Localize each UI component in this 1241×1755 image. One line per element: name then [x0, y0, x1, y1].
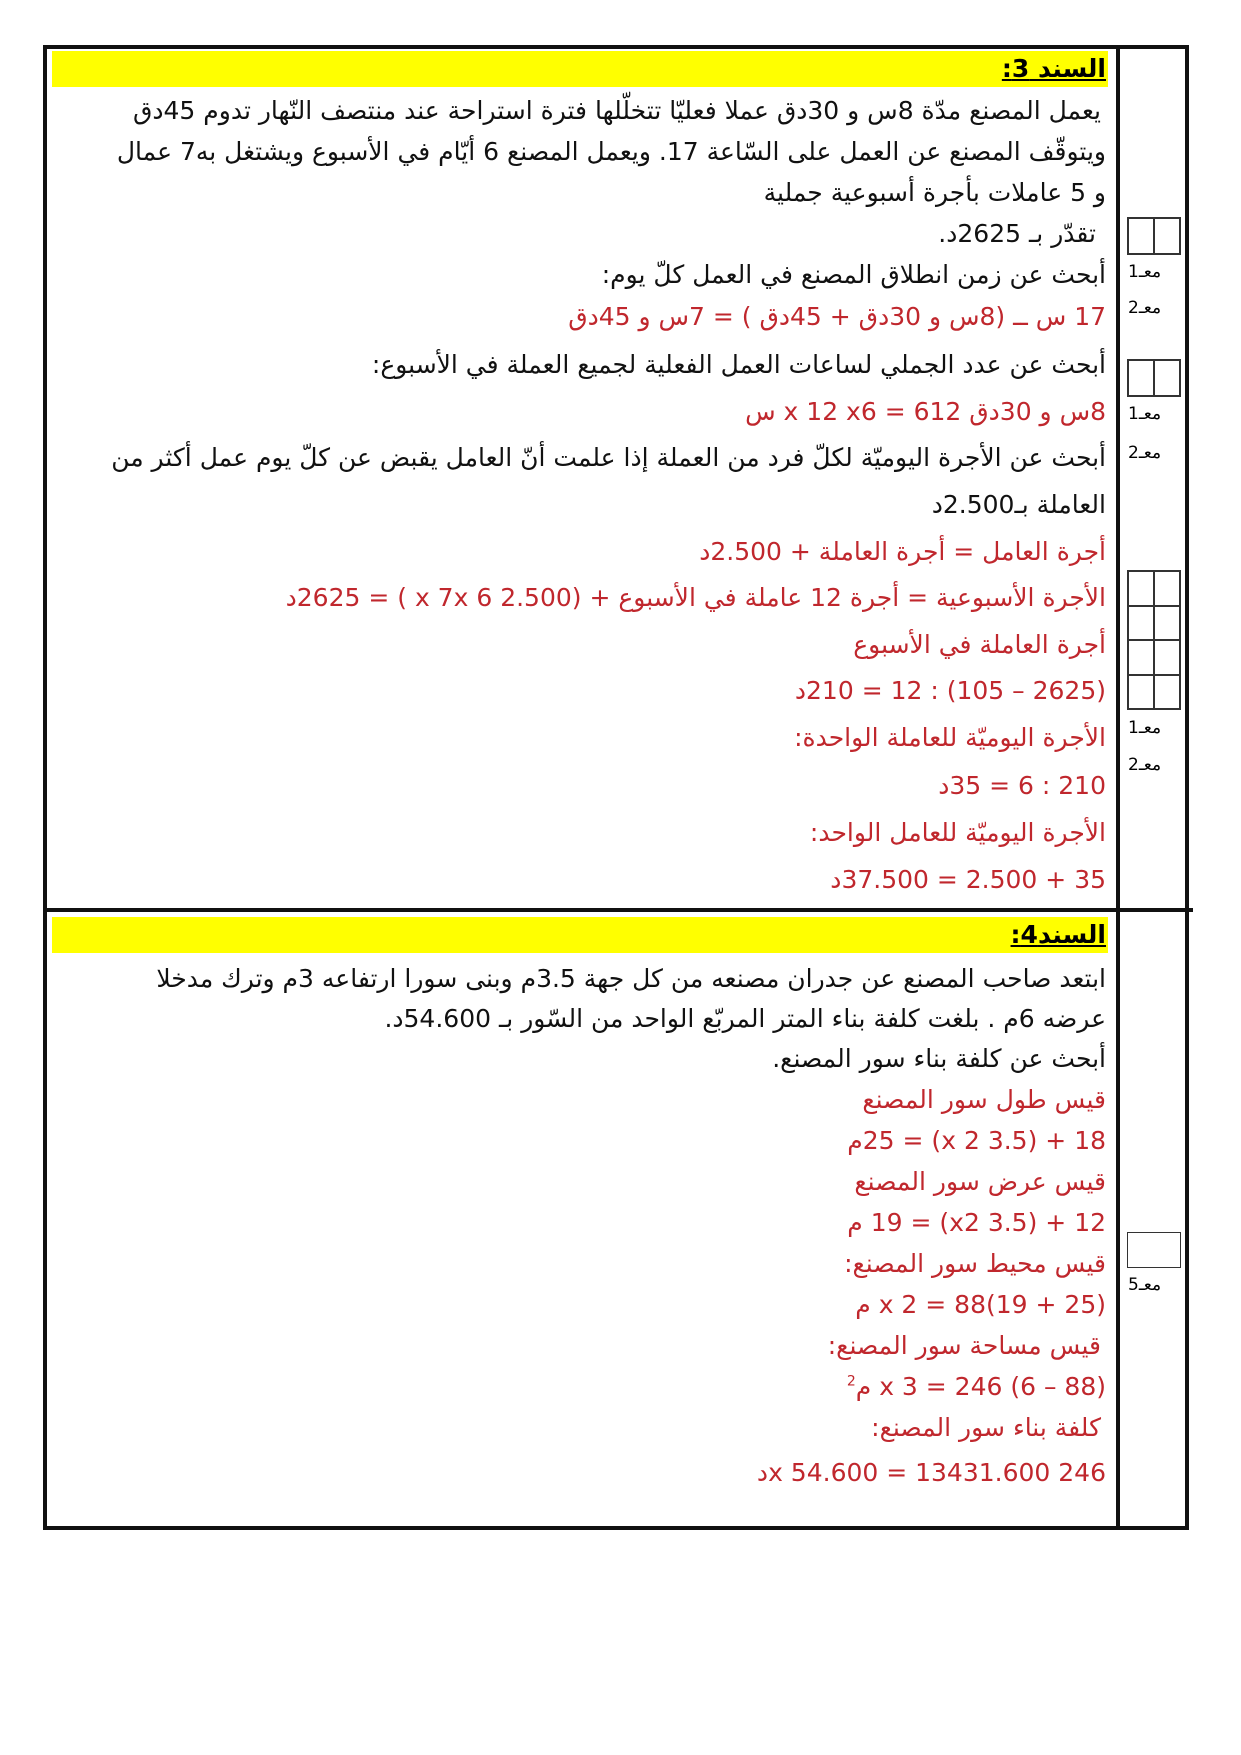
criteria-column-divider: [1116, 45, 1120, 1530]
answer-line: قيس عرض سور المصنع: [854, 1167, 1106, 1196]
section3-header-bar: [52, 51, 1108, 87]
section4-statement-line: ابتعد صاحب المصنع عن جدران مصنعه من كل جهة 3.5م وبنى سورا ارتفاعه 3م وترك مدخلا: [156, 964, 1106, 993]
area-equation: (88 – 6) x 3 = 246 م: [855, 1372, 1106, 1401]
answer-line: قيس طول سور المصنع: [862, 1085, 1106, 1114]
section4-title: السند4:: [1010, 920, 1106, 949]
section3-statement-line: يعمل المصنع مدّة 8س و 30دق عملا فعليّا تتخلّلها فترة استراحة عند منتصف النّهار تدوم 45دق: [132, 96, 1101, 125]
score-box: [1127, 1232, 1181, 1268]
answer-3-line: 35 + 2.500 = 37.500د: [830, 865, 1106, 894]
answer-3-line: أجرة العامل = أجرة العاملة + 2.500د: [699, 537, 1106, 566]
answer-3-line: الأجرة اليوميّة للعامل الواحد:: [809, 818, 1106, 847]
criterion-label: معـ2: [1128, 755, 1162, 775]
score-boxes: [1127, 359, 1181, 397]
criterion-label: معـ2: [1128, 443, 1162, 463]
answer-line: كلفة بناء سور المصنع:: [871, 1413, 1101, 1442]
area-exponent: 2: [846, 1373, 856, 1390]
section-divider: [43, 908, 1193, 912]
answer-3-line: الأجرة اليوميّة للعاملة الواحدة:: [794, 723, 1106, 752]
section4-header-bar: [52, 917, 1108, 953]
answer-line: [847, 1372, 1106, 1401]
answer-3-line: الأجرة الأسبوعية = أجرة 12 عاملة في الأسبوع + (2.500 x 7x 6 ) = 2625د: [285, 583, 1106, 612]
answer-1: 17 س ــ (8س و 30دق + 45دق ) = 7س و 45دق: [568, 302, 1106, 331]
answer-3-line: (2625 – 105) : 12 = 210د: [794, 676, 1106, 705]
section3-title: السند 3:: [1001, 54, 1106, 83]
answer-line: 12 + (3.5 x2) = 19 م: [847, 1208, 1106, 1237]
section4-question: أبحث عن كلفة بناء سور المصنع.: [772, 1044, 1106, 1073]
criterion-label: معـ1: [1128, 718, 1162, 738]
question-3-line: العاملة بـ2.500د: [931, 490, 1106, 519]
score-grid: [1127, 570, 1181, 710]
answer-line: 18 + (3.5 x 2) = 25م: [847, 1126, 1106, 1155]
answer-line: قيس مساحة سور المصنع:: [827, 1331, 1101, 1360]
answer-line: (25 + 19)x 2 = 88 م: [855, 1290, 1106, 1319]
question-1: أبحث عن زمن انطلاق المصنع في العمل كلّ يوم:: [601, 260, 1106, 289]
answer-3-line: أجرة العاملة في الأسبوع: [853, 630, 1106, 659]
question-2: أبحث عن عدد الجملي لساعات العمل الفعلية لجميع العملة في الأسبوع:: [371, 350, 1106, 379]
criterion-label: معـ1: [1128, 404, 1162, 424]
answer-2: 8س و 30دق x 12 x6 = 612 س: [745, 397, 1106, 426]
answer-3-line: 210 : 6 = 35د: [938, 771, 1106, 800]
section4-statement-line: عرضه 6م . بلغت كلفة بناء المتر المربّع الواحد من السّور بـ 54.600د.: [384, 1004, 1106, 1033]
section3-statement-line: و 5 عاملات بأجرة أسبوعية جملية: [763, 178, 1106, 207]
answer-line: قيس محيط سور المصنع:: [844, 1249, 1106, 1278]
section3-statement-line: ويتوقّف المصنع عن العمل على السّاعة 17. ويعمل المصنع 6 أيّام في الأسبوع ويشتغل به7 عمال: [116, 137, 1106, 166]
section3-statement-line: تقدّر بـ 2625د.: [938, 219, 1096, 248]
criterion-label: معـ2: [1128, 298, 1162, 318]
question-3-line: أبحث عن الأجرة اليوميّة لكلّ فرد من العملة إذا علمت أنّ العامل يقبض عن كلّ يوم عمل أكثر من: [111, 443, 1106, 472]
criterion-label: معـ5: [1128, 1275, 1162, 1295]
score-boxes: [1127, 217, 1181, 255]
answer-line: 246 x 54.600 = 13431.600د: [756, 1458, 1106, 1487]
criterion-label: معـ1: [1128, 262, 1162, 282]
